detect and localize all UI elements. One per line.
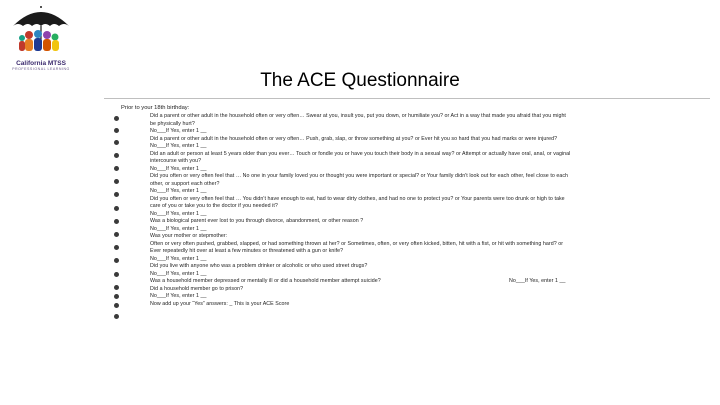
question-line: Did a parent or other adult in the household often or very often… Swear at you, insult you, put you down, or humiliate you? or Act in a way that made you afraid that you might [150,113,566,119]
bullet-icon [114,272,119,277]
question-line: Was a biological parent ever lost to you through divorce, abandonment, or other reason ? [150,218,364,224]
question-line: be physically hurt? [150,120,195,127]
answer-line: No___If Yes, enter 1 __ [150,225,207,232]
answer-line: No___If Yes, enter 1 __ [150,270,207,277]
inline-answer: No___If Yes, enter 1 __ [509,278,566,284]
bullet-icon [114,140,119,145]
answer-line: No___If Yes, enter 1 __ [150,210,207,217]
question-line: Did a parent or other adult in the household often or very often… Push, grab, slap, or throw something at you? or Ever hit you so hard that you had marks or were injured? [150,135,558,142]
question-line: other, or support each other? [150,180,220,187]
bullet-icon [114,314,119,319]
question-line: Did you live with anyone who was a problem drinker or alcoholic or who used street drugs? [150,263,368,269]
answer-line: No___If Yes, enter 1 __ [150,293,207,299]
question-line: Did an adult or person at least 5 years older than you ever… Touch or fondle you or have you touch their body in a sexual way? or Attempt or actually have oral, anal, or vaginal [150,150,571,157]
bullet-icon [114,153,119,158]
logo-name: California MTSS [16,60,66,67]
question-line: Did a household member go to prison? [150,285,244,292]
question-line: Ever repeatedly hit over at least a few minutes or threatened with a gun or knife? [150,248,344,254]
question-text: Was a household member depressed or mentally ill or did a household member attempt suicide? [150,278,381,284]
umbrella-family-icon [8,4,74,60]
bullet-icon [114,219,119,224]
bullet-icon [114,294,119,299]
answer-line: No___If Yes, enter 1 __ [150,255,207,262]
bullet-icon [114,116,119,121]
title-divider [104,98,710,99]
bullet-icon [114,285,119,290]
question-line: care of you or take you to the doctor if you needed it? [150,203,278,209]
bullet-icon [114,303,119,308]
answer-line: No___If Yes, enter 1 __ [150,128,207,134]
lead-text: Prior to your 18th birthday: [121,105,190,111]
answer-line: No___If Yes, enter 1 __ [150,143,207,149]
bullet-icon [114,192,119,197]
bullet-icon [114,258,119,263]
bullet-icon [114,232,119,237]
bullet-icon [114,245,119,250]
logo-subtitle: PROFESSIONAL LEARNING [12,67,70,71]
question-line: Did you often or very often feel that … You didn't have enough to eat, had to wear dirty clothes, and had no one to protect you? or Your parents were too drunk or high to take [150,195,565,202]
question-line: intercourse with you? [150,158,202,164]
bullet-icon [114,128,119,133]
bullet-icon [114,206,119,211]
score-line: Now add up your “Yes” answers: _ This is your ACE Score [150,300,290,307]
question-line: Often or very often pushed, grabbed, slapped, or had something thrown at her? or Sometimes, often, or very often kicked, bitten, hit with a fist, or hit with something hard? or [150,240,564,247]
question-line: Did you often or very often feel that … No one in your family loved you or thought you were important or special? or Your family didn't look out for each other, feel close to each [150,173,569,179]
answer-line: No___If Yes, enter 1 __ [150,165,207,172]
page-title: The ACE Questionnaire [260,70,460,91]
question-line: Was your mother or stepmother: [150,233,228,239]
answer-line: No___If Yes, enter 1 __ [150,188,207,194]
bullet-icon [114,166,119,171]
question-line [150,278,566,284]
bullet-icon [114,179,119,184]
